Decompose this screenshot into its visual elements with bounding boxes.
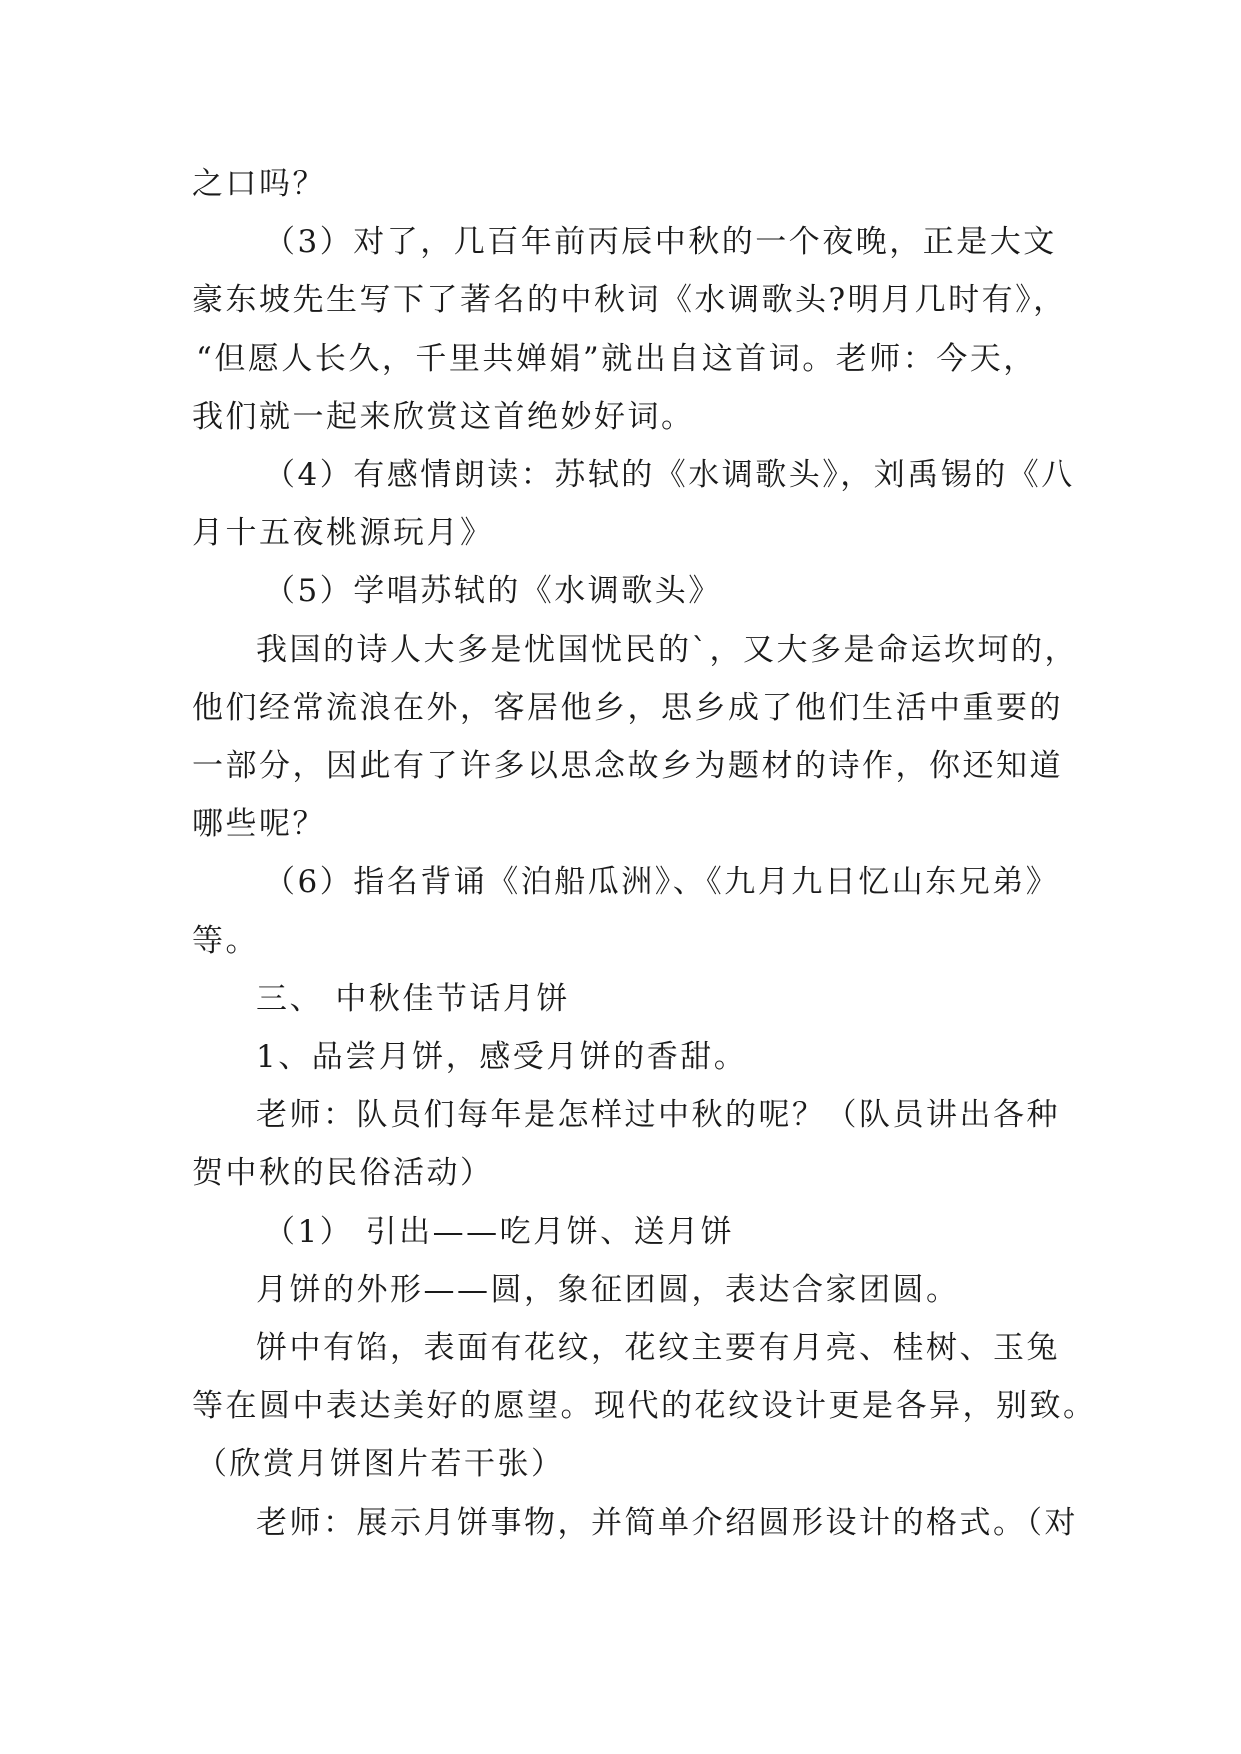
section-heading: 三、 中秋佳节话月饼 [256, 981, 570, 1017]
text-line: 他们经常流浪在外，客居他乡，思乡成了他们生活中重要的 [192, 690, 1063, 726]
text-line: （6）指名背诵《泊船瓜洲》、《九月九日忆山东兄弟》 [264, 864, 1060, 900]
text-line: 等在圆中表达美好的愿望。现代的花纹设计更是各异，别致。 [192, 1388, 1097, 1424]
text-line: 月饼的外形——圆，象征团圆，表达合家团圆。 [256, 1272, 960, 1308]
text-line: （5）学唱苏轼的《水调歌头》 [264, 573, 722, 609]
text-line: （3）对了，几百年前丙辰中秋的一个夜晚，正是大文 [264, 224, 1057, 260]
text-line: 月十五夜桃源玩月》 [192, 515, 494, 551]
text-line: 等。 [192, 923, 259, 959]
text-line: 贺中秋的民俗活动） [192, 1155, 494, 1191]
text-line: “但愿人长久，千里共婵娟”就出自这首词。老师：今天， [196, 341, 1037, 377]
text-line: 我们就一起来欣赏这首绝妙好词。 [192, 399, 695, 435]
text-line: （欣赏月饼图片若干张） [196, 1446, 565, 1482]
text-line: 之口吗？ [192, 166, 326, 202]
text-line: 我国的诗人大多是忧国忧民的`，又大多是命运坎坷的， [256, 632, 1078, 668]
text-line: （4）有感情朗读：苏轼的《水调歌头》，刘禹锡的《八 [264, 457, 1075, 493]
text-line: 1、品尝月饼，感受月饼的香甜。 [256, 1039, 748, 1075]
text-line: 老师：队员们每年是怎样过中秋的呢？（队员讲出各种 [256, 1097, 1060, 1133]
text-line: 饼中有馅，表面有花纹，花纹主要有月亮、桂树、玉兔 [256, 1330, 1060, 1366]
text-line: 一部分，因此有了许多以思念故乡为题材的诗作，你还知道 [192, 748, 1063, 784]
text-line: 老师：展示月饼事物，并简单介绍圆形设计的格式。（对 [256, 1505, 1078, 1541]
text-line: 豪东坡先生写下了著名的中秋词《水调歌头?明月几时有》， [192, 282, 1067, 318]
text-line: （1） 引出——吃月饼、送月饼 [264, 1214, 735, 1250]
text-line: 哪些呢？ [192, 806, 326, 842]
